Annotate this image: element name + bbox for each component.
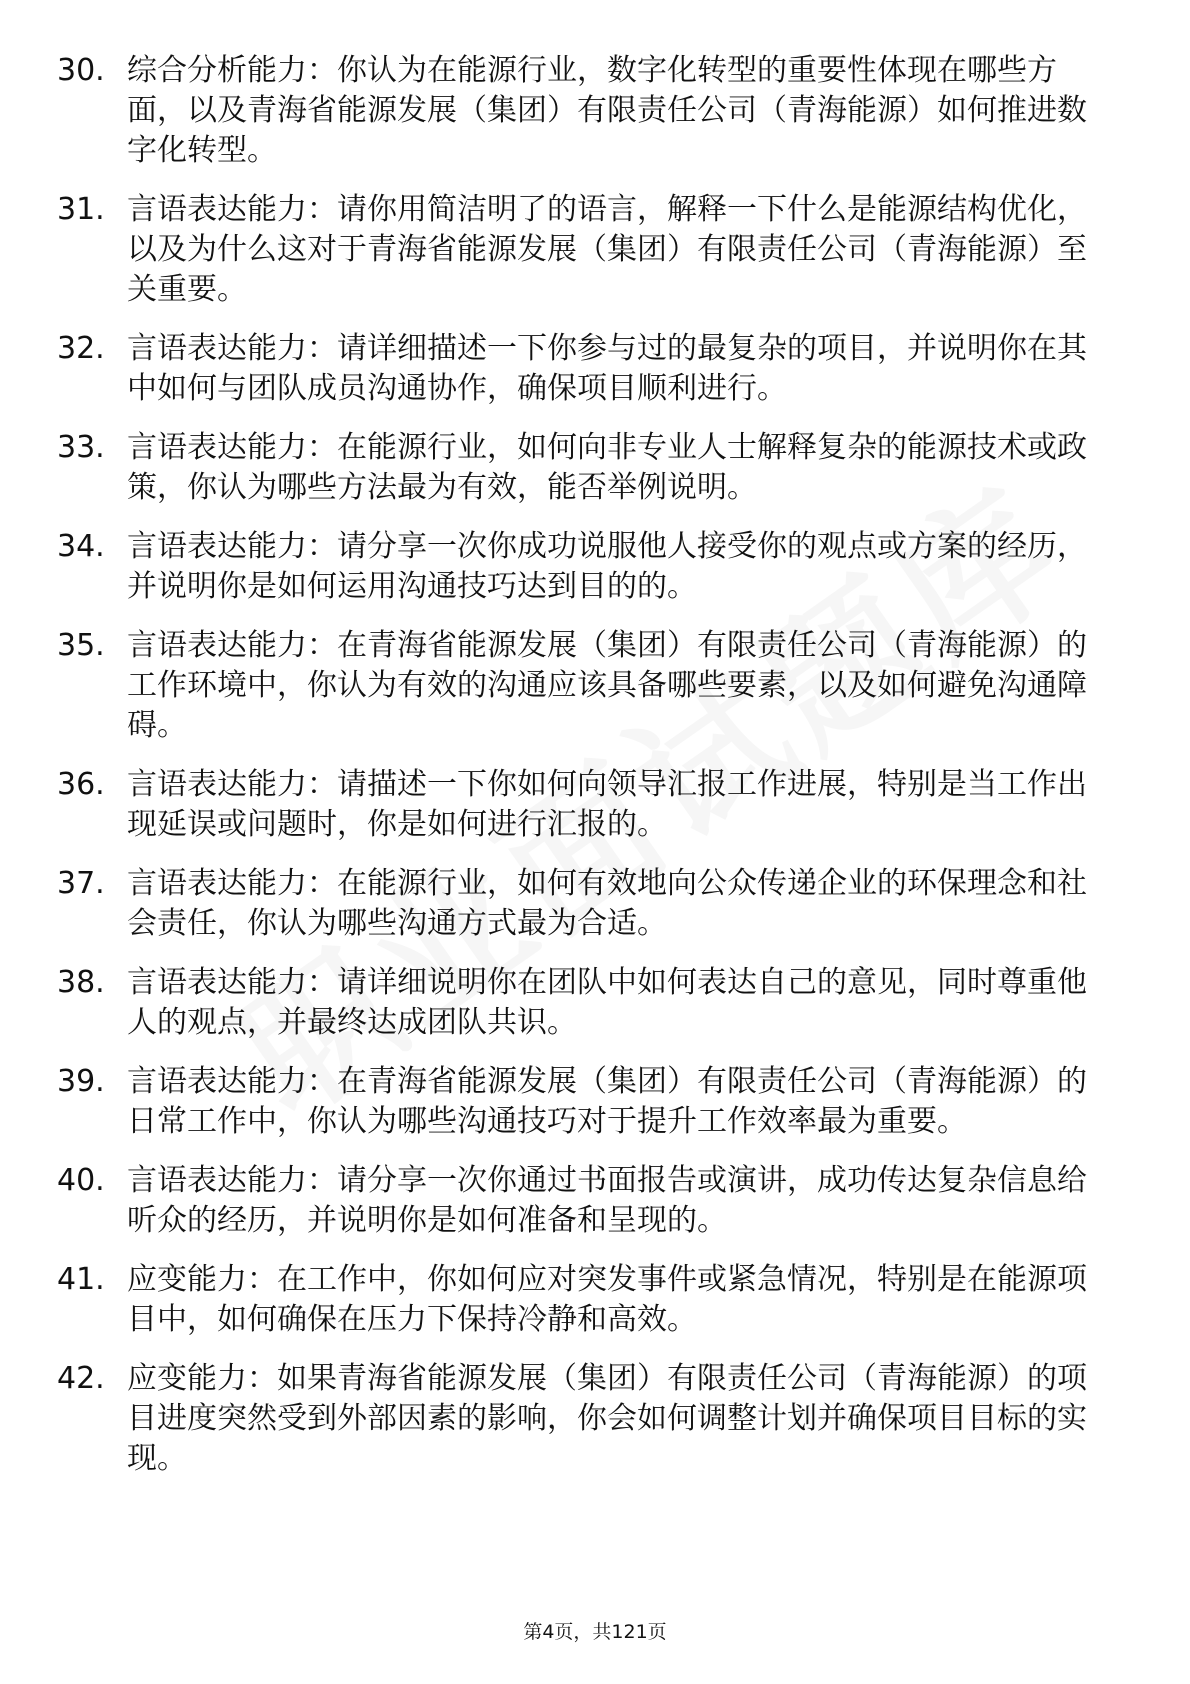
question-text: 言语表达能力：在青海省能源发展（集团）有限责任公司（青海能源）的工作环境中，你认为有效的沟通应该具备哪些要素，以及如何避免沟通障碍。	[127, 628, 1087, 743]
question-text: 言语表达能力：请分享一次你通过书面报告或演讲，成功传达复杂信息给听众的经历，并说明你是如何准备和呈现的。	[127, 1163, 1087, 1238]
question-number: 41.	[57, 1262, 105, 1297]
question-number: 40.	[57, 1163, 105, 1198]
question-item	[0, 864, 1190, 944]
question-text: 言语表达能力：请详细说明你在团队中如何表达自己的意见，同时尊重他人的观点，并最终达成团队共识。	[127, 965, 1087, 1040]
question-item	[0, 1161, 1190, 1241]
question-item	[0, 428, 1190, 508]
question-text: 言语表达能力：在青海省能源发展（集团）有限责任公司（青海能源）的日常工作中，你认为哪些沟通技巧对于提升工作效率最为重要。	[127, 1064, 1087, 1139]
question-number: 37.	[57, 866, 105, 901]
question-number: 34.	[57, 529, 105, 564]
question-item	[0, 765, 1190, 845]
question-number: 31.	[57, 192, 105, 227]
question-number: 32.	[57, 331, 105, 366]
question-text: 综合分析能力：你认为在能源行业，数字化转型的重要性体现在哪些方面，以及青海省能源发展（集团）有限责任公司（青海能源）如何推进数字化转型。	[127, 53, 1087, 168]
question-number: 33.	[57, 430, 105, 465]
question-number: 42.	[57, 1361, 105, 1396]
question-item	[0, 1359, 1190, 1479]
question-text: 应变能力：在工作中，你如何应对突发事件或紧急情况，特别是在能源项目中，如何确保在压力下保持冷静和高效。	[127, 1262, 1087, 1337]
question-item	[0, 963, 1190, 1043]
question-text: 言语表达能力：请详细描述一下你参与过的最复杂的项目，并说明你在其中如何与团队成员沟通协作，确保项目顺利进行。	[127, 331, 1087, 406]
question-item	[0, 527, 1190, 607]
question-item	[0, 190, 1190, 310]
question-item	[0, 1062, 1190, 1142]
question-number: 30.	[57, 53, 105, 88]
question-item	[0, 626, 1190, 746]
question-text: 言语表达能力：在能源行业，如何向非专业人士解释复杂的能源技术或政策，你认为哪些方法最为有效，能否举例说明。	[127, 430, 1087, 505]
question-text: 言语表达能力：请你用简洁明了的语言，解释一下什么是能源结构优化，以及为什么这对于青海省能源发展（集团）有限责任公司（青海能源）至关重要。	[127, 192, 1087, 307]
question-number: 39.	[57, 1064, 105, 1099]
question-text: 言语表达能力：请分享一次你成功说服他人接受你的观点或方案的经历，并说明你是如何运用沟通技巧达到目的的。	[127, 529, 1087, 604]
question-number: 38.	[57, 965, 105, 1000]
question-number: 36.	[57, 767, 105, 802]
question-number: 35.	[57, 628, 105, 663]
question-item	[0, 329, 1190, 409]
question-item	[0, 51, 1190, 171]
question-text: 言语表达能力：请描述一下你如何向领导汇报工作进展，特别是当工作出现延误或问题时，你是如何进行汇报的。	[127, 767, 1087, 842]
page-footer: 第4页，共121页	[523, 1621, 667, 1643]
question-text: 言语表达能力：在能源行业，如何有效地向公众传递企业的环保理念和社会责任，你认为哪些沟通方式最为合适。	[127, 866, 1087, 941]
question-item	[0, 1260, 1190, 1340]
question-text: 应变能力：如果青海省能源发展（集团）有限责任公司（青海能源）的项目进度突然受到外部因素的影响，你会如何调整计划并确保项目目标的实现。	[127, 1361, 1087, 1476]
question-list	[0, 51, 1190, 1498]
